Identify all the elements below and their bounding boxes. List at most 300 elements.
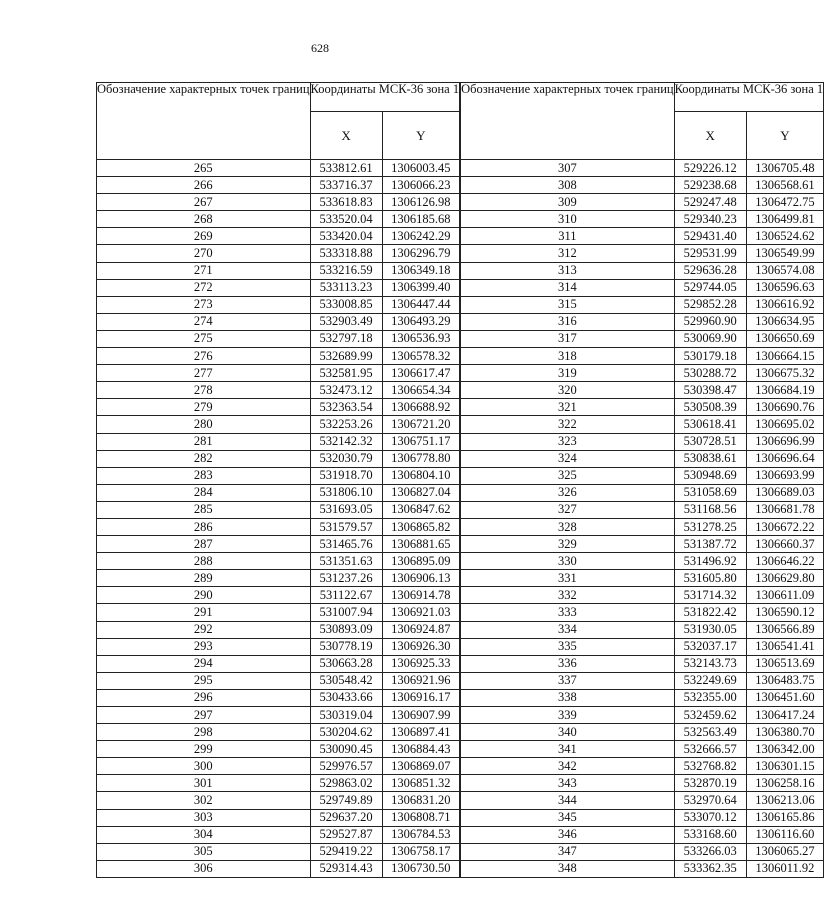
table-row xyxy=(97,860,824,877)
left-point-number: 295 xyxy=(97,672,311,689)
right-y-value: 1306342.00 xyxy=(746,741,823,758)
left-point-number: 283 xyxy=(97,467,311,484)
left-point-number: 292 xyxy=(97,621,311,638)
left-y-value: 1306851.32 xyxy=(382,775,459,792)
left-x-value: 530548.42 xyxy=(310,672,382,689)
left-y-value: 1306921.96 xyxy=(382,672,459,689)
left-y-value: 1306916.17 xyxy=(382,689,459,706)
left-point-number: 269 xyxy=(97,228,311,245)
left-point-number: 273 xyxy=(97,296,311,313)
right-point-number: 311 xyxy=(461,228,675,245)
left-x-value: 531918.70 xyxy=(310,467,382,484)
table-row xyxy=(97,194,824,211)
right-x-value: 530618.41 xyxy=(674,416,746,433)
left-x-value: 533008.85 xyxy=(310,296,382,313)
left-point-number: 280 xyxy=(97,416,311,433)
left-point-number: 277 xyxy=(97,365,311,382)
right-y-value: 1306650.69 xyxy=(746,330,823,347)
left-y-value: 1306066.23 xyxy=(382,177,459,194)
right-x-value: 533070.12 xyxy=(674,809,746,826)
left-y-value: 1306847.62 xyxy=(382,501,459,518)
header-x-left: X xyxy=(310,112,382,160)
left-point-number: 271 xyxy=(97,262,311,279)
table-row xyxy=(97,672,824,689)
left-y-value: 1306827.04 xyxy=(382,484,459,501)
right-x-value: 531930.05 xyxy=(674,621,746,638)
table-row xyxy=(97,621,824,638)
right-point-number: 314 xyxy=(461,279,675,296)
left-point-number: 268 xyxy=(97,211,311,228)
table-row xyxy=(97,570,824,587)
left-point-number: 276 xyxy=(97,348,311,365)
left-y-value: 1306924.87 xyxy=(382,621,459,638)
right-y-value: 1306690.76 xyxy=(746,399,823,416)
left-point-number: 288 xyxy=(97,553,311,570)
right-y-value: 1306165.86 xyxy=(746,809,823,826)
left-x-value: 531806.10 xyxy=(310,484,382,501)
right-point-number: 332 xyxy=(461,587,675,604)
right-point-number: 310 xyxy=(461,211,675,228)
left-point-number: 278 xyxy=(97,382,311,399)
left-point-number: 286 xyxy=(97,518,311,535)
left-point-number: 301 xyxy=(97,775,311,792)
left-x-value: 533216.59 xyxy=(310,262,382,279)
left-x-value: 529527.87 xyxy=(310,826,382,843)
left-x-value: 531122.67 xyxy=(310,587,382,604)
table-row xyxy=(97,775,824,792)
right-x-value: 530948.69 xyxy=(674,467,746,484)
left-x-value: 530090.45 xyxy=(310,741,382,758)
right-point-number: 309 xyxy=(461,194,675,211)
left-y-value: 1306881.65 xyxy=(382,536,459,553)
left-y-value: 1306914.78 xyxy=(382,587,459,604)
right-y-value: 1306660.37 xyxy=(746,536,823,553)
right-point-number: 313 xyxy=(461,262,675,279)
table-row xyxy=(97,177,824,194)
right-x-value: 531605.80 xyxy=(674,570,746,587)
right-y-value: 1306499.81 xyxy=(746,211,823,228)
table-row xyxy=(97,382,824,399)
right-y-value: 1306689.03 xyxy=(746,484,823,501)
right-x-value: 532970.64 xyxy=(674,792,746,809)
right-point-number: 348 xyxy=(461,860,675,877)
left-point-number: 291 xyxy=(97,604,311,621)
left-y-value: 1306784.53 xyxy=(382,826,459,843)
right-y-value: 1306011.92 xyxy=(746,860,823,877)
right-point-number: 340 xyxy=(461,724,675,741)
right-x-value: 529226.12 xyxy=(674,160,746,177)
right-y-value: 1306696.99 xyxy=(746,433,823,450)
right-x-value: 531168.56 xyxy=(674,501,746,518)
table-row xyxy=(97,809,824,826)
left-x-value: 529637.20 xyxy=(310,809,382,826)
header-coords-left: Координаты МСК-36 зона 1 xyxy=(310,83,460,112)
right-x-value: 529531.99 xyxy=(674,245,746,262)
right-x-value: 532768.82 xyxy=(674,758,746,775)
right-point-number: 323 xyxy=(461,433,675,450)
right-y-value: 1306213.06 xyxy=(746,792,823,809)
header-point-label-right: Обозначение характерных точек границ xyxy=(461,83,675,160)
left-y-value: 1306907.99 xyxy=(382,707,459,724)
right-y-value: 1306629.80 xyxy=(746,570,823,587)
table-row xyxy=(97,416,824,433)
right-y-value: 1306596.63 xyxy=(746,279,823,296)
table-row xyxy=(97,689,824,706)
left-point-number: 275 xyxy=(97,330,311,347)
left-point-number: 272 xyxy=(97,279,311,296)
right-x-value: 530398.47 xyxy=(674,382,746,399)
right-point-number: 346 xyxy=(461,826,675,843)
left-y-value: 1306399.40 xyxy=(382,279,459,296)
table-row xyxy=(97,245,824,262)
right-point-number: 331 xyxy=(461,570,675,587)
right-point-number: 312 xyxy=(461,245,675,262)
right-x-value: 532355.00 xyxy=(674,689,746,706)
left-x-value: 530204.62 xyxy=(310,724,382,741)
table-row xyxy=(97,724,824,741)
right-point-number: 324 xyxy=(461,450,675,467)
right-x-value: 532563.49 xyxy=(674,724,746,741)
header-point-label-left: Обозначение характерных точек границ xyxy=(97,83,311,160)
table-body xyxy=(97,160,824,878)
right-y-value: 1306380.70 xyxy=(746,724,823,741)
right-y-value: 1306301.15 xyxy=(746,758,823,775)
right-y-value: 1306574.08 xyxy=(746,262,823,279)
right-y-value: 1306483.75 xyxy=(746,672,823,689)
table-row xyxy=(97,587,824,604)
left-x-value: 533520.04 xyxy=(310,211,382,228)
right-x-value: 530508.39 xyxy=(674,399,746,416)
left-x-value: 530663.28 xyxy=(310,655,382,672)
right-x-value: 532249.69 xyxy=(674,672,746,689)
right-y-value: 1306684.19 xyxy=(746,382,823,399)
right-point-number: 329 xyxy=(461,536,675,553)
table-row xyxy=(97,758,824,775)
right-y-value: 1306611.09 xyxy=(746,587,823,604)
right-x-value: 531278.25 xyxy=(674,518,746,535)
left-x-value: 531579.57 xyxy=(310,518,382,535)
left-x-value: 529419.22 xyxy=(310,843,382,860)
table-row xyxy=(97,160,824,177)
table-row xyxy=(97,792,824,809)
table-row xyxy=(97,655,824,672)
right-point-number: 344 xyxy=(461,792,675,809)
left-x-value: 529314.43 xyxy=(310,860,382,877)
right-y-value: 1306672.22 xyxy=(746,518,823,535)
left-x-value: 533618.83 xyxy=(310,194,382,211)
right-y-value: 1306541.41 xyxy=(746,638,823,655)
table-row xyxy=(97,296,824,313)
right-x-value: 532143.73 xyxy=(674,655,746,672)
left-x-value: 532363.54 xyxy=(310,399,382,416)
left-y-value: 1306185.68 xyxy=(382,211,459,228)
left-x-value: 531007.94 xyxy=(310,604,382,621)
left-y-value: 1306536.93 xyxy=(382,330,459,347)
right-y-value: 1306065.27 xyxy=(746,843,823,860)
left-y-value: 1306906.13 xyxy=(382,570,459,587)
right-x-value: 532037.17 xyxy=(674,638,746,655)
right-point-number: 318 xyxy=(461,348,675,365)
right-point-number: 334 xyxy=(461,621,675,638)
left-y-value: 1306578.32 xyxy=(382,348,459,365)
left-x-value: 533812.61 xyxy=(310,160,382,177)
left-y-value: 1306897.41 xyxy=(382,724,459,741)
right-x-value: 529431.40 xyxy=(674,228,746,245)
left-point-number: 303 xyxy=(97,809,311,826)
table-row xyxy=(97,279,824,296)
left-point-number: 281 xyxy=(97,433,311,450)
table-row xyxy=(97,553,824,570)
right-x-value: 529340.23 xyxy=(674,211,746,228)
left-y-value: 1306003.45 xyxy=(382,160,459,177)
left-y-value: 1306804.10 xyxy=(382,467,459,484)
left-x-value: 532689.99 xyxy=(310,348,382,365)
table-row xyxy=(97,262,824,279)
left-point-number: 266 xyxy=(97,177,311,194)
right-x-value: 533266.03 xyxy=(674,843,746,860)
left-point-number: 302 xyxy=(97,792,311,809)
left-x-value: 531693.05 xyxy=(310,501,382,518)
right-x-value: 532870.19 xyxy=(674,775,746,792)
right-point-number: 343 xyxy=(461,775,675,792)
right-point-number: 338 xyxy=(461,689,675,706)
right-point-number: 347 xyxy=(461,843,675,860)
right-y-value: 1306664.15 xyxy=(746,348,823,365)
right-y-value: 1306549.99 xyxy=(746,245,823,262)
right-x-value: 531496.92 xyxy=(674,553,746,570)
right-y-value: 1306590.12 xyxy=(746,604,823,621)
left-x-value: 532030.79 xyxy=(310,450,382,467)
left-x-value: 532473.12 xyxy=(310,382,382,399)
right-point-number: 335 xyxy=(461,638,675,655)
right-point-number: 322 xyxy=(461,416,675,433)
table-row xyxy=(97,484,824,501)
right-point-number: 341 xyxy=(461,741,675,758)
left-x-value: 533420.04 xyxy=(310,228,382,245)
right-y-value: 1306681.78 xyxy=(746,501,823,518)
left-point-number: 267 xyxy=(97,194,311,211)
left-point-number: 305 xyxy=(97,843,311,860)
left-y-value: 1306730.50 xyxy=(382,860,459,877)
right-point-number: 330 xyxy=(461,553,675,570)
left-y-value: 1306925.33 xyxy=(382,655,459,672)
right-point-number: 328 xyxy=(461,518,675,535)
right-y-value: 1306705.48 xyxy=(746,160,823,177)
right-y-value: 1306472.75 xyxy=(746,194,823,211)
left-point-number: 294 xyxy=(97,655,311,672)
right-x-value: 529960.90 xyxy=(674,313,746,330)
right-y-value: 1306693.99 xyxy=(746,467,823,484)
left-x-value: 531465.76 xyxy=(310,536,382,553)
left-x-value: 533113.23 xyxy=(310,279,382,296)
right-y-value: 1306696.64 xyxy=(746,450,823,467)
right-x-value: 530838.61 xyxy=(674,450,746,467)
right-point-number: 319 xyxy=(461,365,675,382)
left-point-number: 282 xyxy=(97,450,311,467)
right-y-value: 1306566.89 xyxy=(746,621,823,638)
left-point-number: 270 xyxy=(97,245,311,262)
left-point-number: 287 xyxy=(97,536,311,553)
right-x-value: 530728.51 xyxy=(674,433,746,450)
table-row xyxy=(97,707,824,724)
right-x-value: 532666.57 xyxy=(674,741,746,758)
table-row xyxy=(97,365,824,382)
right-point-number: 307 xyxy=(461,160,675,177)
right-y-value: 1306116.60 xyxy=(746,826,823,843)
right-x-value: 533168.60 xyxy=(674,826,746,843)
right-point-number: 342 xyxy=(461,758,675,775)
right-y-value: 1306646.22 xyxy=(746,553,823,570)
table-row xyxy=(97,638,824,655)
left-y-value: 1306447.44 xyxy=(382,296,459,313)
left-x-value: 532142.32 xyxy=(310,433,382,450)
coordinates-table xyxy=(96,82,824,878)
right-point-number: 333 xyxy=(461,604,675,621)
right-x-value: 529247.48 xyxy=(674,194,746,211)
left-x-value: 532253.26 xyxy=(310,416,382,433)
left-point-number: 279 xyxy=(97,399,311,416)
right-x-value: 530179.18 xyxy=(674,348,746,365)
right-point-number: 315 xyxy=(461,296,675,313)
left-point-number: 299 xyxy=(97,741,311,758)
left-point-number: 297 xyxy=(97,707,311,724)
right-point-number: 339 xyxy=(461,707,675,724)
left-y-value: 1306778.80 xyxy=(382,450,459,467)
header-y-right: Y xyxy=(746,112,823,160)
right-point-number: 308 xyxy=(461,177,675,194)
table-row xyxy=(97,826,824,843)
left-y-value: 1306751.17 xyxy=(382,433,459,450)
left-point-number: 298 xyxy=(97,724,311,741)
right-x-value: 531714.32 xyxy=(674,587,746,604)
left-x-value: 530893.09 xyxy=(310,621,382,638)
right-point-number: 336 xyxy=(461,655,675,672)
right-y-value: 1306634.95 xyxy=(746,313,823,330)
left-x-value: 529863.02 xyxy=(310,775,382,792)
left-x-value: 529976.57 xyxy=(310,758,382,775)
left-y-value: 1306831.20 xyxy=(382,792,459,809)
left-x-value: 529749.89 xyxy=(310,792,382,809)
right-x-value: 531822.42 xyxy=(674,604,746,621)
right-y-value: 1306524.62 xyxy=(746,228,823,245)
table-row xyxy=(97,313,824,330)
left-y-value: 1306126.98 xyxy=(382,194,459,211)
right-y-value: 1306695.02 xyxy=(746,416,823,433)
header-coords-right: Координаты МСК-36 зона 1 xyxy=(674,83,824,112)
right-y-value: 1306616.92 xyxy=(746,296,823,313)
right-x-value: 529744.05 xyxy=(674,279,746,296)
left-y-value: 1306884.43 xyxy=(382,741,459,758)
left-x-value: 531237.26 xyxy=(310,570,382,587)
left-y-value: 1306242.29 xyxy=(382,228,459,245)
left-point-number: 304 xyxy=(97,826,311,843)
right-y-value: 1306258.16 xyxy=(746,775,823,792)
left-x-value: 533716.37 xyxy=(310,177,382,194)
table-row xyxy=(97,399,824,416)
left-y-value: 1306808.71 xyxy=(382,809,459,826)
left-point-number: 293 xyxy=(97,638,311,655)
left-y-value: 1306296.79 xyxy=(382,245,459,262)
left-point-number: 300 xyxy=(97,758,311,775)
header-y-left: Y xyxy=(382,112,459,160)
right-point-number: 320 xyxy=(461,382,675,399)
table-row xyxy=(97,211,824,228)
right-point-number: 326 xyxy=(461,484,675,501)
left-y-value: 1306926.30 xyxy=(382,638,459,655)
right-y-value: 1306417.24 xyxy=(746,707,823,724)
right-x-value: 530069.90 xyxy=(674,330,746,347)
table-row xyxy=(97,741,824,758)
table-row xyxy=(97,843,824,860)
left-point-number: 296 xyxy=(97,689,311,706)
left-x-value: 532903.49 xyxy=(310,313,382,330)
left-y-value: 1306921.03 xyxy=(382,604,459,621)
table-row xyxy=(97,518,824,535)
right-point-number: 317 xyxy=(461,330,675,347)
left-x-value: 533318.88 xyxy=(310,245,382,262)
right-y-value: 1306513.69 xyxy=(746,655,823,672)
left-y-value: 1306493.29 xyxy=(382,313,459,330)
table-row xyxy=(97,501,824,518)
left-point-number: 265 xyxy=(97,160,311,177)
left-y-value: 1306869.07 xyxy=(382,758,459,775)
table-row xyxy=(97,450,824,467)
right-x-value: 531058.69 xyxy=(674,484,746,501)
left-x-value: 532797.18 xyxy=(310,330,382,347)
table-row xyxy=(97,433,824,450)
right-point-number: 345 xyxy=(461,809,675,826)
right-y-value: 1306568.61 xyxy=(746,177,823,194)
right-y-value: 1306675.32 xyxy=(746,365,823,382)
table-row xyxy=(97,348,824,365)
table-row xyxy=(97,330,824,347)
left-point-number: 289 xyxy=(97,570,311,587)
left-y-value: 1306721.20 xyxy=(382,416,459,433)
left-point-number: 274 xyxy=(97,313,311,330)
right-point-number: 337 xyxy=(461,672,675,689)
left-point-number: 306 xyxy=(97,860,311,877)
left-x-value: 532581.95 xyxy=(310,365,382,382)
left-y-value: 1306895.09 xyxy=(382,553,459,570)
left-y-value: 1306688.92 xyxy=(382,399,459,416)
right-x-value: 529636.28 xyxy=(674,262,746,279)
left-y-value: 1306758.17 xyxy=(382,843,459,860)
right-y-value: 1306451.60 xyxy=(746,689,823,706)
table-row xyxy=(97,536,824,553)
right-x-value: 530288.72 xyxy=(674,365,746,382)
left-point-number: 290 xyxy=(97,587,311,604)
left-x-value: 530433.66 xyxy=(310,689,382,706)
left-y-value: 1306617.47 xyxy=(382,365,459,382)
right-x-value: 529852.28 xyxy=(674,296,746,313)
right-point-number: 327 xyxy=(461,501,675,518)
right-point-number: 325 xyxy=(461,467,675,484)
right-point-number: 316 xyxy=(461,313,675,330)
left-x-value: 530778.19 xyxy=(310,638,382,655)
table-row xyxy=(97,228,824,245)
left-y-value: 1306654.34 xyxy=(382,382,459,399)
left-point-number: 284 xyxy=(97,484,311,501)
header-x-right: X xyxy=(674,112,746,160)
right-x-value: 533362.35 xyxy=(674,860,746,877)
right-x-value: 529238.68 xyxy=(674,177,746,194)
left-x-value: 531351.63 xyxy=(310,553,382,570)
table-row xyxy=(97,604,824,621)
page-number: 628 xyxy=(311,41,329,55)
left-point-number: 285 xyxy=(97,501,311,518)
right-x-value: 532459.62 xyxy=(674,707,746,724)
right-x-value: 531387.72 xyxy=(674,536,746,553)
